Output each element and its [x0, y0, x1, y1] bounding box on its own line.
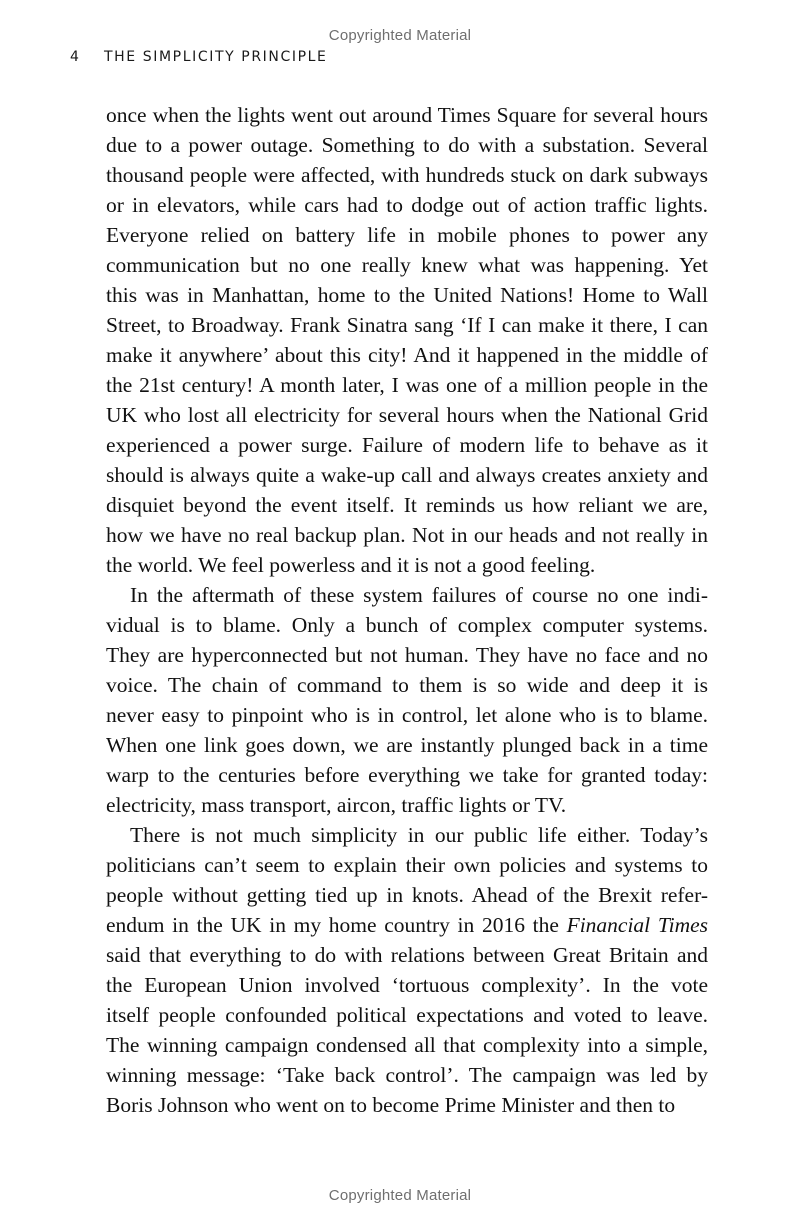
text-line: itself people confounded political expectations and voted to leave.: [106, 1003, 708, 1027]
text-line: should is always quite a wake-up call and always creates anxiety and: [106, 463, 708, 487]
text-line: When one link goes down, we are instantly plunged back in a time: [106, 733, 708, 757]
text-line: warp to the centuries before everything we take for granted today:: [106, 763, 708, 787]
text-line: disquiet beyond the event itself. It reminds us how reliant we are,: [106, 493, 708, 517]
paragraph: [106, 100, 708, 580]
text-line: the 21st century! A month later, I was one of a million people in the: [106, 373, 708, 397]
book-title: THE SIMPLICITY PRINCIPLE: [104, 49, 328, 65]
text-line: how we have no real backup plan. Not in our heads and not really in: [106, 523, 708, 547]
text-line: the world. We feel powerless and it is not a good feeling.: [106, 553, 596, 577]
copyright-watermark-bottom: Copyrighted Material: [328, 1187, 472, 1204]
text-line: There is not much simplicity in our public life either. Today’s: [130, 823, 708, 847]
running-head: [70, 49, 327, 65]
text-line: communication but no one really knew what was happening. Yet: [106, 253, 708, 277]
text-line: due to a power outage. Something to do with a substation. Several: [106, 133, 708, 157]
paragraph: [106, 580, 708, 820]
text-line: winning message: ‘Take back control’. The campaign was led by: [106, 1063, 708, 1087]
text-line: [106, 910, 708, 940]
text-line: or in elevators, while cars had to dodge out of action traffic lights.: [106, 193, 708, 217]
text-line: once when the lights went out around Times Square for several hours: [106, 103, 708, 127]
text-line: experienced a power surge. Failure of modern life to behave as it: [106, 433, 708, 457]
text-line: Street, to Broadway. Frank Sinatra sang ‘If I can make it there, I can: [106, 313, 708, 337]
text-line: In the aftermath of these system failures of course no one indi-: [130, 583, 708, 607]
text-line: make it anywhere’ about this city! And it happened in the middle of: [106, 343, 708, 367]
italic-title: Financial Times: [566, 913, 708, 937]
text-line: people without getting tied up in knots. Ahead of the Brexit refer-: [106, 883, 708, 907]
text-line: thousand people were affected, with hundreds stuck on dark subways: [106, 163, 708, 187]
text-line: vidual is to blame. Only a bunch of complex computer systems.: [106, 613, 708, 637]
page-number: 4: [70, 49, 81, 65]
text-line: said that everything to do with relations between Great Britain and: [106, 943, 708, 967]
text-segment: endum in the UK in my home country in 2016 the: [106, 913, 567, 937]
text-line: the European Union involved ‘tortuous complexity’. In the vote: [106, 973, 708, 997]
paragraph: [106, 820, 708, 1120]
text-line: politicians can’t seem to explain their own policies and systems to: [106, 853, 708, 877]
text-line: Everyone relied on battery life in mobile phones to power any: [106, 223, 708, 247]
text-line: The winning campaign condensed all that complexity into a simple,: [106, 1033, 708, 1057]
text-line: this was in Manhattan, home to the United Nations! Home to Wall: [106, 283, 708, 307]
text-line: UK who lost all electricity for several hours when the National Grid: [106, 403, 708, 427]
text-line: never easy to pinpoint who is in control, let alone who is to blame.: [106, 703, 708, 727]
text-line: electricity, mass transport, aircon, traffic lights or TV.: [106, 793, 567, 817]
text-line: voice. The chain of command to them is so wide and deep it is: [106, 673, 708, 697]
copyright-watermark-top: Copyrighted Material: [328, 27, 472, 44]
text-line: Boris Johnson who went on to become Prime Minister and then to: [106, 1093, 676, 1117]
body-text: [106, 100, 708, 1120]
text-line: They are hyperconnected but not human. They have no face and no: [106, 643, 708, 667]
